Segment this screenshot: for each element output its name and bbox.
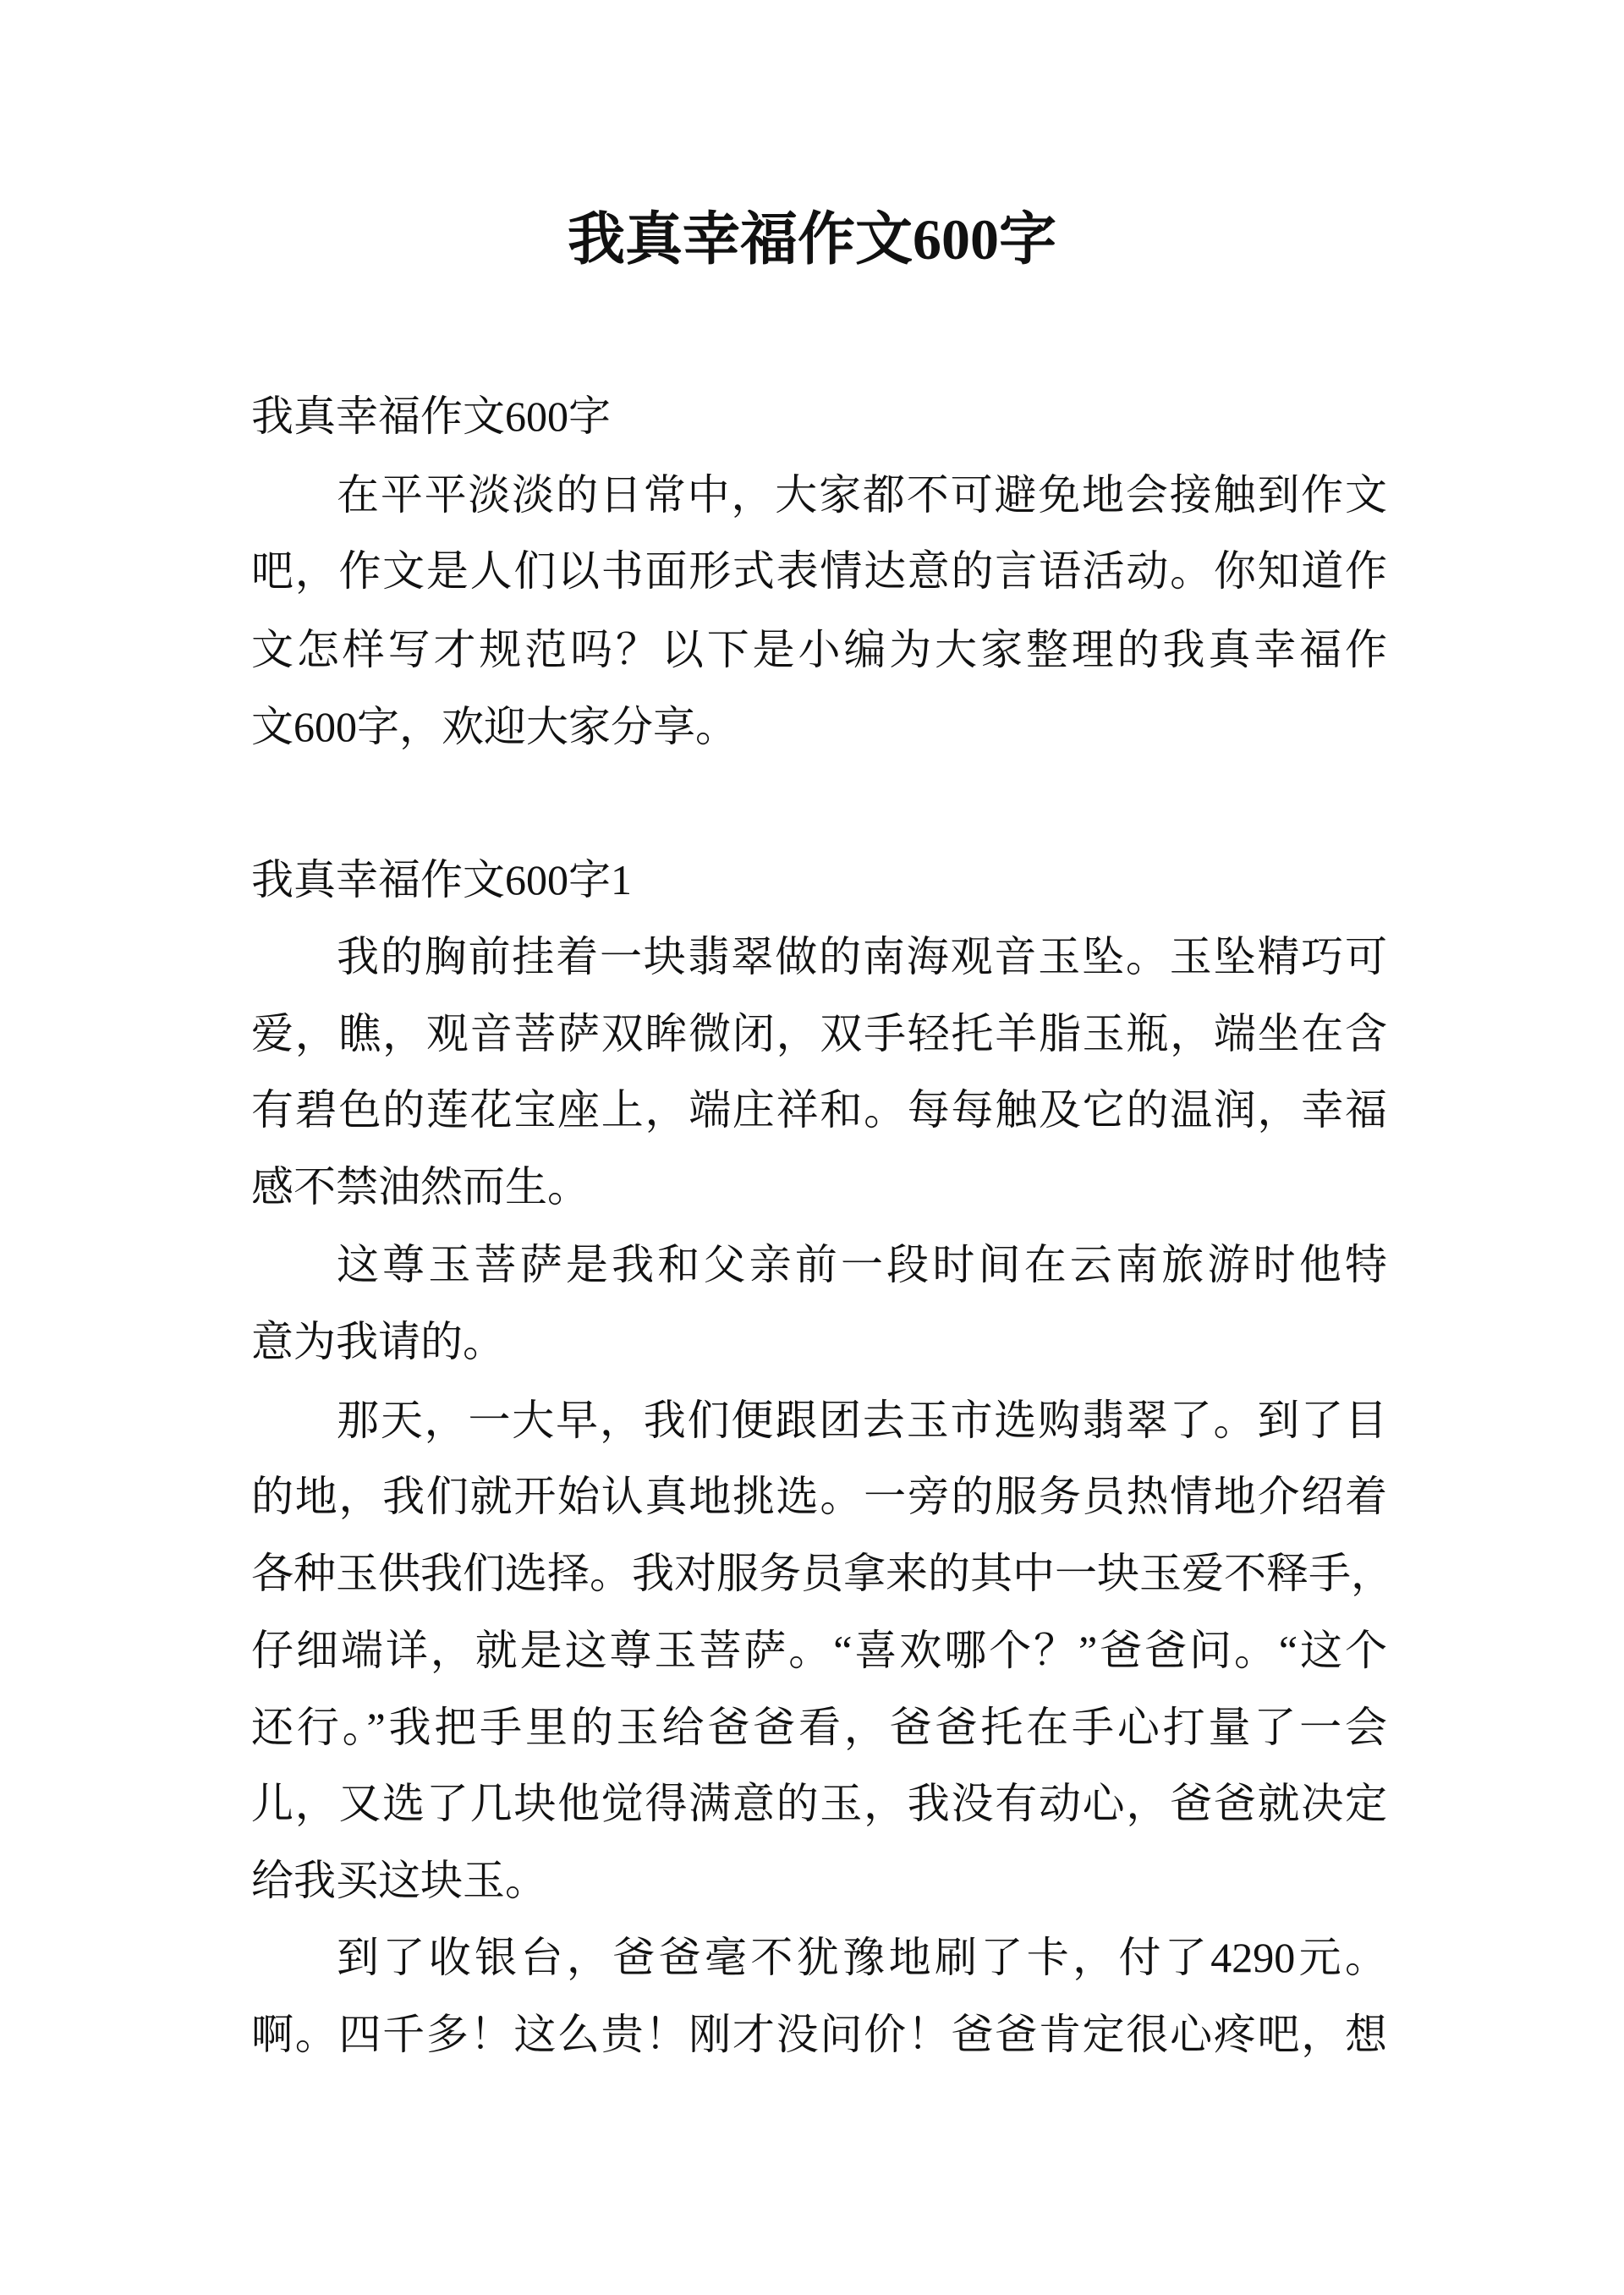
section-heading: 我真幸福作文600字1 <box>251 856 632 903</box>
paragraph-line: 啊。四千多！这么贵！刚才没问价！爸爸肯定很心疼吧，想 <box>251 2011 1387 2058</box>
paragraph-line: 我的胸前挂着一块翡翠做的南海观音玉坠。玉坠精巧可 <box>337 933 1387 980</box>
paragraph-line: 到了收银台，爸爸毫不犹豫地刷了卡，付了4290元。 <box>337 1934 1387 1981</box>
paragraph-line: 给我买这块玉。 <box>251 1857 547 1904</box>
paragraph-line: 文600字，欢迎大家分享。 <box>251 703 738 750</box>
document-title: 我真幸福作文600字 <box>567 207 1056 272</box>
paragraph-line: 这尊玉菩萨是我和父亲前一段时间在云南旅游时他特 <box>337 1241 1387 1288</box>
paragraph-line: 仔细端详，就是这尊玉菩萨。“喜欢哪个？”爸爸问。“这个 <box>251 1627 1387 1674</box>
paragraph-line: 各种玉供我们选择。我对服务员拿来的其中一块玉爱不释手， <box>251 1550 1393 1597</box>
section-heading: 我真幸福作文600字 <box>251 393 611 440</box>
paragraph-line: 感不禁油然而生。 <box>251 1163 590 1211</box>
paragraph-line: 意为我请的。 <box>251 1318 505 1365</box>
paragraph-line: 吧，作文是人们以书面形式表情达意的言语活动。你知道作 <box>251 547 1387 595</box>
paragraph-line: 儿，又选了几块他觉得满意的玉，我没有动心，爸爸就决定 <box>251 1780 1387 1827</box>
paragraph-line: 爱，瞧，观音菩萨双眸微闭，双手轻托羊脂玉瓶，端坐在含 <box>251 1010 1387 1057</box>
paragraph-line: 还行。”我把手里的玉给爸爸看，爸爸托在手心打量了一会 <box>251 1704 1387 1751</box>
paragraph-line: 在平平淡淡的日常中，大家都不可避免地会接触到作文 <box>337 471 1387 519</box>
paragraph-line: 有碧色的莲花宝座上，端庄祥和。每每触及它的温润，幸福 <box>251 1086 1387 1134</box>
paragraph-line: 的地，我们就开始认真地挑选。一旁的服务员热情地介绍着 <box>251 1473 1387 1520</box>
paragraph-line: 文怎样写才规范吗？以下是小编为大家整理的我真幸福作 <box>251 626 1387 673</box>
paragraph-line: 那天，一大早，我们便跟团去玉市选购翡翠了。到了目 <box>337 1397 1387 1444</box>
